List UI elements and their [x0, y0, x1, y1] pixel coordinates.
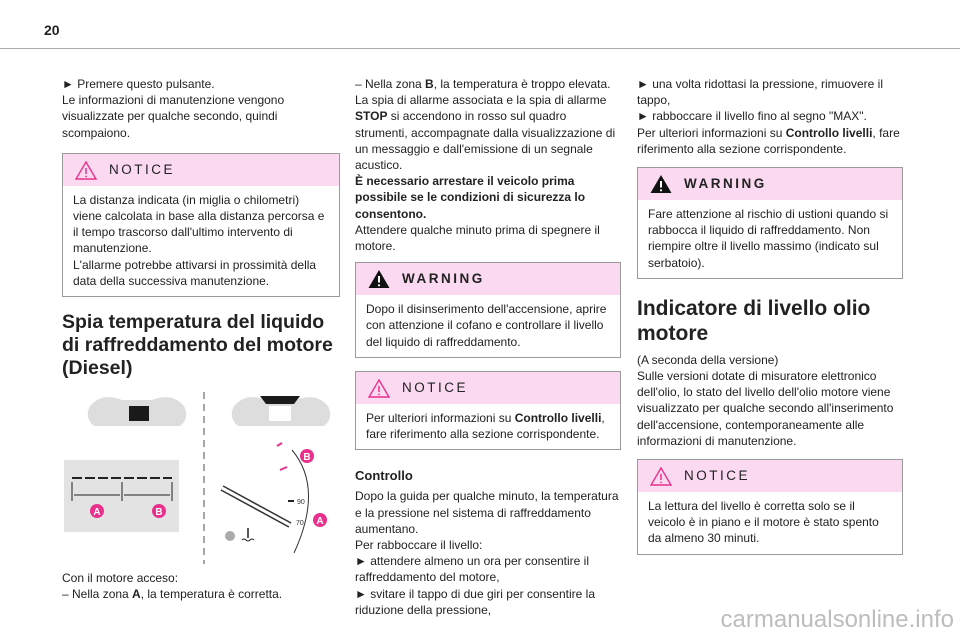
right-column: [637, 76, 903, 555]
warning-box: [637, 167, 903, 279]
zone-b-label: B: [155, 507, 163, 519]
warning-icon: [650, 174, 672, 194]
body-text: Dopo la guida per qualche minuto, la temperatura e la pressione nel sistema di raffreddamento aumentano.: [355, 489, 619, 536]
notice-title: NOTICE: [684, 467, 751, 483]
notice-box: [62, 153, 340, 297]
warning-header: [638, 168, 902, 200]
notice-body: [63, 186, 339, 296]
section-heading: Spia temperatura del liquido di raffreddamento del motore (Diesel): [62, 311, 333, 380]
warning-text: Fare attenzione al rischio di ustioni quando si rabbocca il liquido di raffreddamento. Non riempire oltre il livello massimo (indicato sul serbatoio).: [648, 207, 889, 270]
notice-text: La lettura del livello è corretta solo se il veicolo è in piano e il motore è stato spento da almeno 30 minuti.: [648, 499, 879, 546]
warning-icon: [368, 269, 390, 289]
coolant-temperature-illustration: [62, 388, 340, 566]
warning-header: [356, 263, 620, 295]
body-text: ► rabboccare il livello fino al segno "MAX".: [637, 109, 867, 124]
notice-header: [638, 460, 902, 492]
warning-text: Dopo il disinserimento dell'accensione, aprire con attenzione il cofano e controllare il livello del liquido di raffreddamento.: [366, 302, 607, 349]
notice-text: La distanza indicata (in miglia o chilometri) viene calcolata in base alla distanza percorsa e il tempo trascorso dall'ultimo intervento di manutenzione.: [73, 192, 325, 256]
caution-icon: [650, 466, 672, 486]
zone-a-label: A: [93, 507, 101, 519]
intro-line: ► Premere questo pulsante.: [62, 77, 215, 91]
gauge-a-label: A: [316, 516, 324, 528]
caption-line: – Nella zona A, la temperatura è corretta.: [62, 587, 283, 602]
controllo-heading: Controllo: [355, 468, 413, 484]
warning-title: WARNING: [402, 271, 485, 287]
instrument-cluster-left: [88, 397, 187, 426]
instrument-cluster-right: [232, 396, 331, 426]
caption-line: Con il motore acceso:: [62, 571, 179, 586]
caution-icon: [368, 378, 390, 398]
gauge-b-label: B: [303, 452, 311, 464]
header-divider: [0, 48, 960, 49]
warning-title: WARNING: [684, 175, 767, 191]
body-text: Sulle versioni dotate di misuratore elettronico dell'olio, lo stato del livello dell'olio motore viene visualizzato per qualche secondo all'inserimento dell'accensione, contemporaneamente alle informazioni di manutenzione.: [637, 369, 894, 448]
body-text: (A seconda della versione): [637, 352, 779, 367]
warning-box: [355, 262, 621, 358]
notice-title: NOTICE: [402, 379, 469, 395]
notice-header: [63, 154, 339, 186]
needle-gauge: [222, 443, 327, 553]
bold-warning-text: È necessario arrestare il veicolo prima possibile se le condizioni di sicurezza lo consentono.: [355, 174, 586, 221]
body-text: ► svitare il tappo di due giri per consentire la riduzione della pressione,: [355, 586, 595, 617]
gauge-70-label: 70: [296, 520, 304, 528]
notice-box: [355, 371, 621, 450]
watermark: carmanualsonline.info: [720, 606, 954, 633]
caution-icon: [75, 160, 97, 180]
notice-text: Per ulteriori informazioni su Controllo livelli, fare riferimento alla sezione corrispondente.: [366, 410, 605, 442]
notice-title: NOTICE: [109, 161, 176, 177]
reference-text: Per ulteriori informazioni su Controllo livelli, fare riferimento alla sezione corrispondente.: [637, 125, 900, 156]
coolant-temperature-icon: [242, 528, 254, 541]
notice-header: [356, 372, 620, 404]
gauge-90-label: 90: [297, 499, 305, 507]
zone-b-paragraph: – Nella zona B, la temperatura è troppo elevata. La spia di allarme associata e la spia di allarme STOP si accendono in rosso sul quadro strumenti, accompagnate dalla visualizzazione di un messaggio e dall'emissione di un segnale acustico.: [355, 77, 616, 173]
body-text: ► una volta ridottasi la pressione, rimuovere il tappo,: [637, 77, 883, 108]
wait-text: Attendere qualche minuto prima di spegnere il motore.: [355, 222, 600, 254]
intro-line: Le informazioni di manutenzione vengono visualizzate per qualche secondo, quindi scompaiono.: [62, 93, 285, 140]
middle-column: [355, 76, 621, 618]
page-number: 20: [44, 22, 60, 38]
body-text: Per rabboccare il livello:: [355, 538, 483, 553]
left-column: [62, 76, 340, 602]
indicator-lamp: [225, 531, 235, 541]
body-text: ► attendere almeno un ora per consentire il raffreddamento del motore,: [355, 554, 590, 585]
section-heading: Indicatore di livello olio motore: [637, 296, 871, 345]
notice-box: [637, 459, 903, 555]
notice-text: L'allarme potrebbe attivarsi in prossimità della data della successiva manutenzione.: [73, 257, 317, 288]
